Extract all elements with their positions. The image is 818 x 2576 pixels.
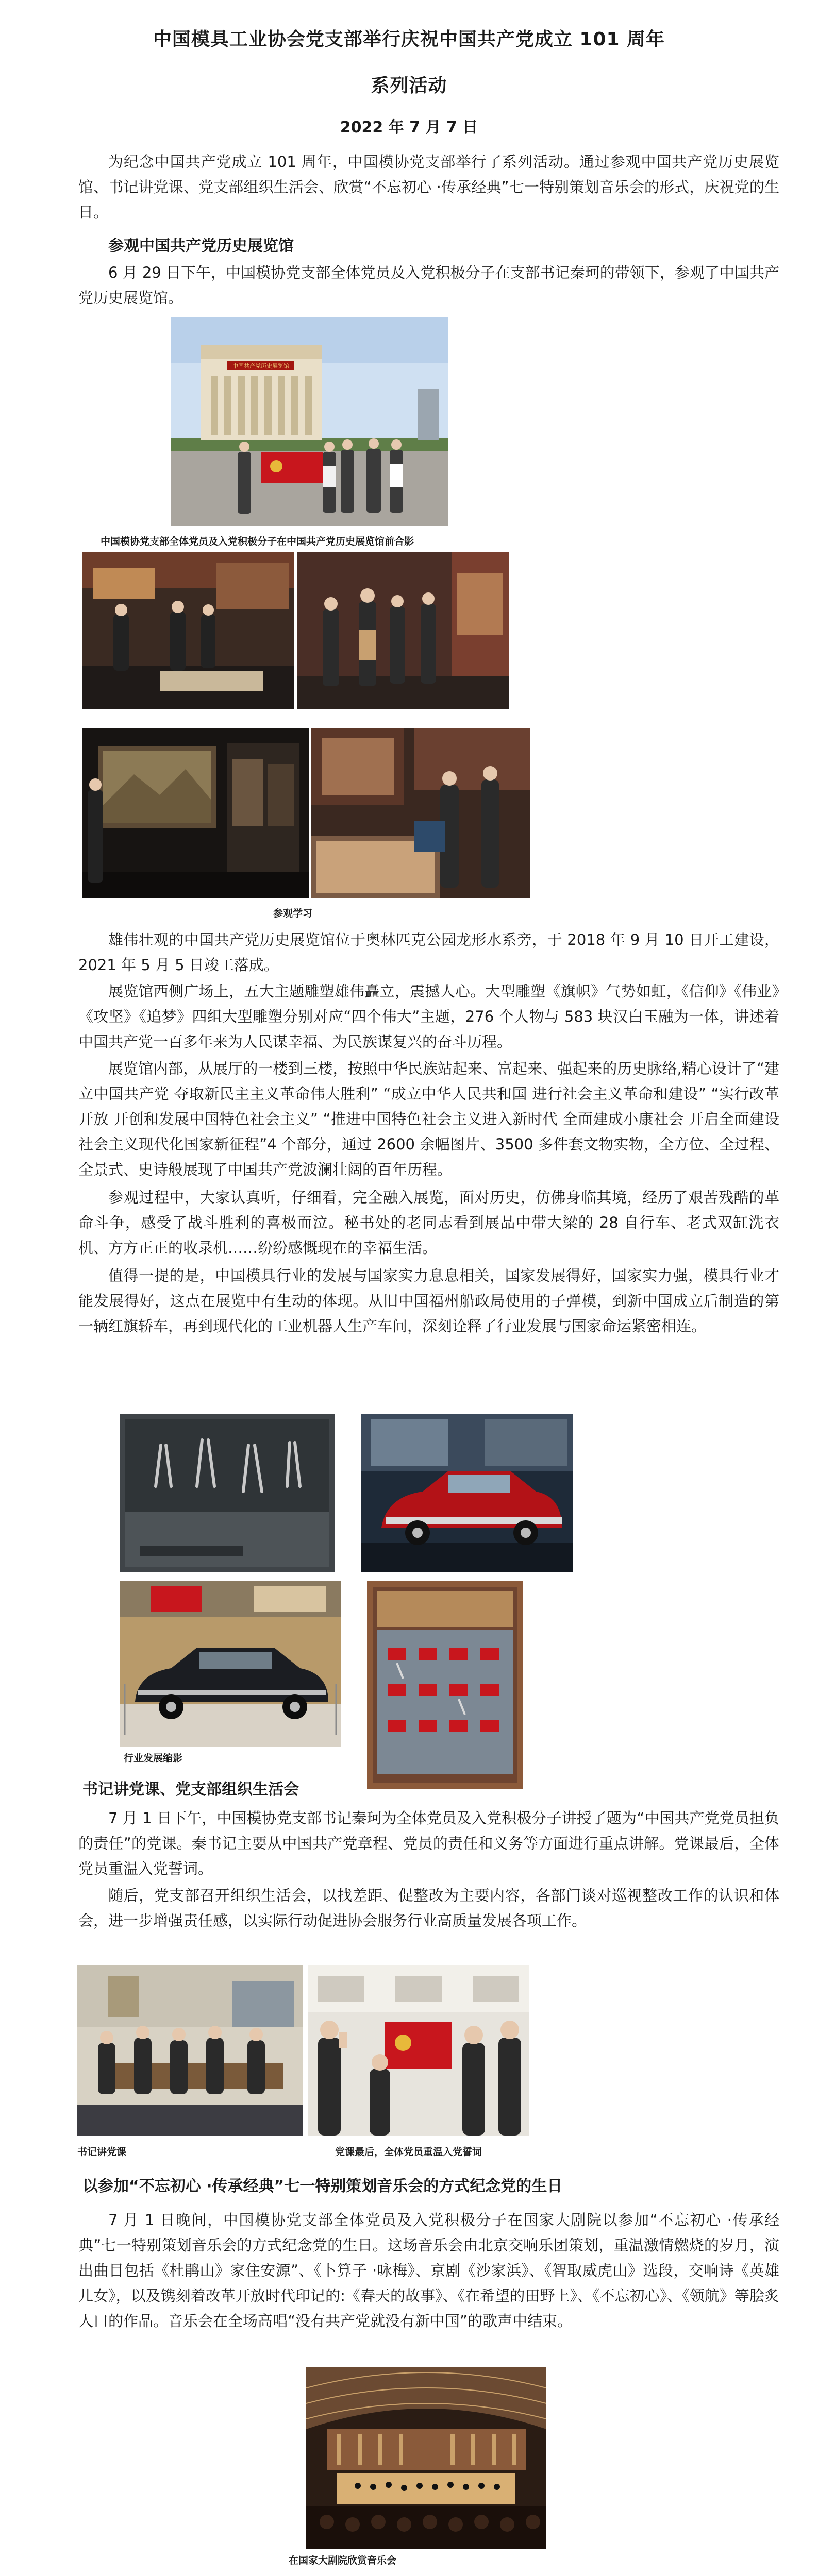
intro-paragraph: 为纪念中国共产党成立 101 周年，中国模协党支部举行了系列活动。通过参观中国共产党历史展览馆、书记讲党课、党支部组织生活会、欣赏“不忘初心 ·传承经典”七一特别策划音乐会的形式，庆祝党的生日。 [78, 153, 779, 221]
industry-photo-robot-workshop [367, 1581, 523, 1789]
article-title-line2: 系列活动 [371, 75, 447, 96]
caption-visit: 参观学习 [273, 908, 313, 919]
industry-photo-red-car [361, 1414, 573, 1572]
museum-intro-paragraph: 雄伟壮观的中国共产党历史展览馆位于奥林匹克公园龙形水系旁，于 2018 年 9 月 10 日开工建设，2021 年 5 月 5 日竣工落成。 [78, 931, 779, 974]
section-heading-concert: 以参加“不忘初心 ·传承经典”七一特别策划音乐会的方式纪念党的生日 [82, 2177, 563, 2195]
oath-photo [308, 1965, 529, 2136]
article-title-line1: 中国模具工业协会党支部举行庆祝中国共产党成立 101 周年 [153, 29, 665, 50]
section-heading-party-lecture: 书记讲党课、党支部组织生活会 [82, 1781, 299, 1799]
concert-photo [306, 2367, 546, 2549]
museum-visit-paragraph: 6 月 29 日下午，中国模协党支部全体党员及入党积极分子在支部书记秦珂的带领下，参观了中国共产党历史展览馆。 [78, 264, 779, 307]
concert-paragraph: 7 月 1 日晚间，中国模协党支部全体党员及入党积极分子在国家大剧院以参加“不忘初心 ·传承经典”七一特别策划音乐会的方式纪念党的生日。这场音乐会由北京交响乐团策划，重温激情燃烧的岁月，演出曲目包括《杜鹃山》家住安源”、《卜算子 ·咏梅》、京剧《沙家浜》、《智取威虎山》选段，交响诗《英雄儿女》，以及镌刻着改革开放时代印记的:《春天的故事》、《在希望的田野上》、《不忘初心》、《领航》等脍炙人口的作品。音乐会在全场高唱“没有共产党就没有新中国”的歌声中结束。 [78, 2211, 779, 2330]
exhibition-photo-3 [82, 728, 309, 898]
caption-group-photo: 中国模协党支部全体党员及入党积极分子在中国共产党历史展览馆前合影 [101, 536, 414, 547]
exhibition-photo-2 [297, 552, 509, 709]
lecture-photo [77, 1965, 303, 2136]
industry-paragraph: 值得一提的是，中国模具行业的发展与国家实力息息相关，国家发展得好，国家实力强，模具行业才能发展得好，这点在展览中有生动的体现。从旧中国福州船政局使用的子弹模，到新中国成立后制造的第一辆红旗轿车，再到现代化的工业机器人生产车间，深刻诠释了行业发展与国家命运紧密相连。 [78, 1267, 779, 1335]
visit-experience-paragraph: 参观过程中，大家认真听，仔细看，完全融入展览，面对历史，仿佛身临其境，经历了艰苦残酷的革命斗争，感受了战斗胜利的喜极而泣。秘书处的老同志看到展品中带大梁的 28 自行车、老式双缸洗衣机、方方正正的收录机……纷纷感慨现在的幸福生活。 [78, 1189, 779, 1257]
exhibition-photo-4 [311, 728, 530, 898]
article-date: 2022 年 7 月 7 日 [340, 118, 478, 137]
industry-photo-limousine [120, 1581, 341, 1747]
industry-photo-molds [120, 1414, 335, 1572]
exhibition-photo-1 [82, 552, 294, 709]
exhibition-layout-paragraph: 展览馆内部，从展厅的一楼到三楼，按照中华民族站起来、富起来、强起来的历史脉络,精心设计了“建立中国共产党 夺取新民主主义革命伟大胜利” “成立中华人民共和国 进行社会主义革命和建设” “实行改革开放 开创和发展中国特色社会主义” “推进中国特色社会主义进入新时代 全面建成小康社会 开启全面建设社会主义现代化国家新征程”4 个部分，通过 2600 余幅图片、3500 多件套文物实物，全方位、全过程、全景式、史诗般展现了中国共产党波澜壮阔的百年历程。 [78, 1060, 779, 1178]
group-photo-museum [171, 317, 448, 526]
caption-concert: 在国家大剧院欣赏音乐会 [289, 2555, 397, 2566]
sculpture-paragraph: 展览馆西侧广场上，五大主题雕塑雄伟矗立，震撼人心。大型雕塑《旗帜》气势如虹，《信仰》《伟业》《攻坚》《追梦》四组大型雕塑分别对应“四个伟大”主题，276 个人物与 583 块汉白玉融为一体，讲述着中国共产党一百多年来为人民谋幸福、为民族谋复兴的奋斗历程。 [78, 982, 779, 1050]
caption-industry: 行业发展缩影 [124, 1753, 183, 1764]
organization-meeting-paragraph: 随后，党支部召开组织生活会，以找差距、促整改为主要内容，各部门谈对巡视整改工作的认识和体会，进一步增强责任感，以实际行动促进协会服务行业高质量发展各项工作。 [78, 1887, 779, 1929]
section-heading-museum: 参观中国共产党历史展览馆 [108, 237, 294, 255]
party-lecture-paragraph: 7 月 1 日下午，中国模协党支部书记秦珂为全体党员及入党积极分子讲授了题为“中国共产党党员担负的责任”的党课。秦书记主要从中国共产党章程、党员的责任和义务等方面进行重点讲解。党课最后，全体党员重温入党誓词。 [78, 1809, 779, 1877]
caption-lecture: 书记讲党课 [77, 2146, 127, 2158]
caption-oath: 党课最后，全体党员重温入党誓词 [335, 2146, 482, 2158]
museum-sign-text: 中国共产党历史展览馆 [232, 363, 289, 369]
